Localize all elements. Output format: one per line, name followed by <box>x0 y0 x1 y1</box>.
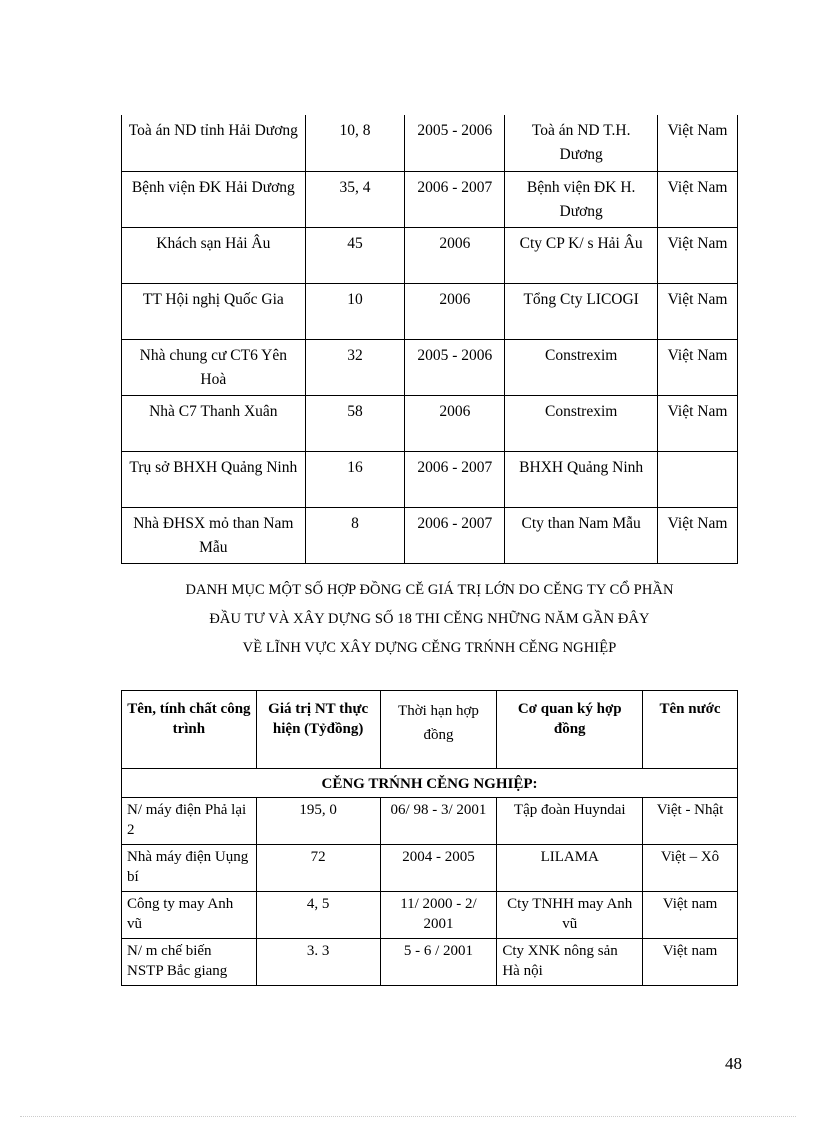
project-value: 58 <box>305 395 405 451</box>
project-value: 16 <box>305 451 405 507</box>
project-country: Việt Nam <box>658 171 738 227</box>
project-value: 35, 4 <box>305 171 405 227</box>
project-country: Việt Nam <box>658 339 738 395</box>
section-heading-line-2: ĐẦU TƯ VÀ XÂY DỰNG SỐ 18 THI CĚNG NHỮNG NĂM GẦN ĐÂY <box>209 611 650 627</box>
project-country: Việt Nam <box>658 395 738 451</box>
project-client: Bệnh viện ĐK H. Dương <box>505 171 658 227</box>
project-name: Toà án ND tỉnh Hải Dương <box>122 115 306 171</box>
project-country: Việt Nam <box>658 283 738 339</box>
project-name: Khách sạn Hải Âu <box>122 227 306 283</box>
table-row <box>122 115 738 171</box>
table-row <box>122 339 738 395</box>
project-client: Tổng Cty LICOGI <box>505 283 658 339</box>
group-row <box>122 769 738 798</box>
table-row <box>122 507 738 563</box>
project-period: 2006 - 2007 <box>405 451 505 507</box>
project-value: 195, 0 <box>256 798 380 845</box>
project-client: Constrexim <box>505 339 658 395</box>
project-name: TT Hội nghị Quốc Gia <box>122 283 306 339</box>
project-country: Việt nam <box>643 892 738 939</box>
project-name: Nhà C7 Thanh Xuân <box>122 395 306 451</box>
header-client: Cơ quan ký hợp đồng <box>497 691 643 769</box>
project-value: 8 <box>305 507 405 563</box>
project-client: Cty than Nam Mẫu <box>505 507 658 563</box>
project-client: BHXH Quảng Ninh <box>505 451 658 507</box>
table-row <box>122 283 738 339</box>
project-name: Bệnh viện ĐK Hải Dương <box>122 171 306 227</box>
project-period: 2006 - 2007 <box>405 507 505 563</box>
table-row <box>122 892 738 939</box>
header-country: Tên nước <box>643 691 738 769</box>
project-period: 2005 - 2006 <box>405 339 505 395</box>
project-name: Trụ sở BHXH Quảng Ninh <box>122 451 306 507</box>
table-header-row <box>122 691 738 769</box>
page-number: 48 <box>725 1054 742 1073</box>
table-row <box>122 227 738 283</box>
project-country <box>658 451 738 507</box>
project-value: 4, 5 <box>256 892 380 939</box>
projects-table-2 <box>121 690 738 986</box>
project-client: Cty TNHH may Anh vũ <box>497 892 643 939</box>
project-name: Nhà ĐHSX mỏ than Nam Mẫu <box>122 507 306 563</box>
project-period: 2006 <box>405 227 505 283</box>
table-row <box>122 939 738 986</box>
project-country: Việt Nam <box>658 115 738 171</box>
project-period: 2006 <box>405 283 505 339</box>
project-value: 10, 8 <box>305 115 405 171</box>
header-period: Thời hạn hợp đồng <box>380 691 497 769</box>
project-client: Cty XNK nông sản Hà nội <box>497 939 643 986</box>
table-row <box>122 171 738 227</box>
table-row <box>122 451 738 507</box>
table-row <box>122 798 738 845</box>
project-client: Cty CP K/ s Hải Âu <box>505 227 658 283</box>
group-label: CĚNG TRŃNH CĚNG NGHIỆP: <box>122 769 738 798</box>
project-country: Việt - Nhật <box>643 798 738 845</box>
project-name: Nhà chung cư CT6 Yên Hoà <box>122 339 306 395</box>
project-value: 32 <box>305 339 405 395</box>
table-row <box>122 845 738 892</box>
project-country: Việt – Xô <box>643 845 738 892</box>
project-period: 2006 <box>405 395 505 451</box>
footer-divider <box>20 1116 796 1117</box>
project-country: Việt nam <box>643 939 738 986</box>
table-row <box>122 395 738 451</box>
project-period: 2006 - 2007 <box>405 171 505 227</box>
section-heading-line-1: DANH MỤC MỘT SỐ HỢP ĐỒNG CĚ GIÁ TRỊ LỚN DO CĚNG TY CỔ PHẦN <box>185 582 674 598</box>
header-value: Giá trị NT thực hiện (Tỷđồng) <box>256 691 380 769</box>
project-country: Việt Nam <box>658 507 738 563</box>
project-value: 72 <box>256 845 380 892</box>
section-heading-line-3: VỀ LĨNH VỰC XÂY DỰNG CĚNG TRŃNH CĚNG NGHIỆP <box>242 640 617 656</box>
project-name: Công ty may Anh vũ <box>122 892 257 939</box>
project-client: Toà án ND T.H. Dương <box>505 115 658 171</box>
project-country: Việt Nam <box>658 227 738 283</box>
project-period: 2005 - 2006 <box>405 115 505 171</box>
project-name: Nhà máy điện Uụng bí <box>122 845 257 892</box>
header-project-name: Tên, tính chất công trình <box>122 691 257 769</box>
project-period: 06/ 98 - 3/ 2001 <box>380 798 497 845</box>
project-client: LILAMA <box>497 845 643 892</box>
project-period: 11/ 2000 - 2/ 2001 <box>380 892 497 939</box>
project-period: 2004 - 2005 <box>380 845 497 892</box>
project-period: 5 - 6 / 2001 <box>380 939 497 986</box>
project-value: 3. 3 <box>256 939 380 986</box>
project-name: N/ m chế biến NSTP Bắc giang <box>122 939 257 986</box>
project-client: Tập đoàn Huyndai <box>497 798 643 845</box>
projects-table-1 <box>121 115 738 564</box>
project-client: Constrexim <box>505 395 658 451</box>
project-value: 10 <box>305 283 405 339</box>
project-value: 45 <box>305 227 405 283</box>
project-name: N/ máy điện Phả lại 2 <box>122 798 257 845</box>
